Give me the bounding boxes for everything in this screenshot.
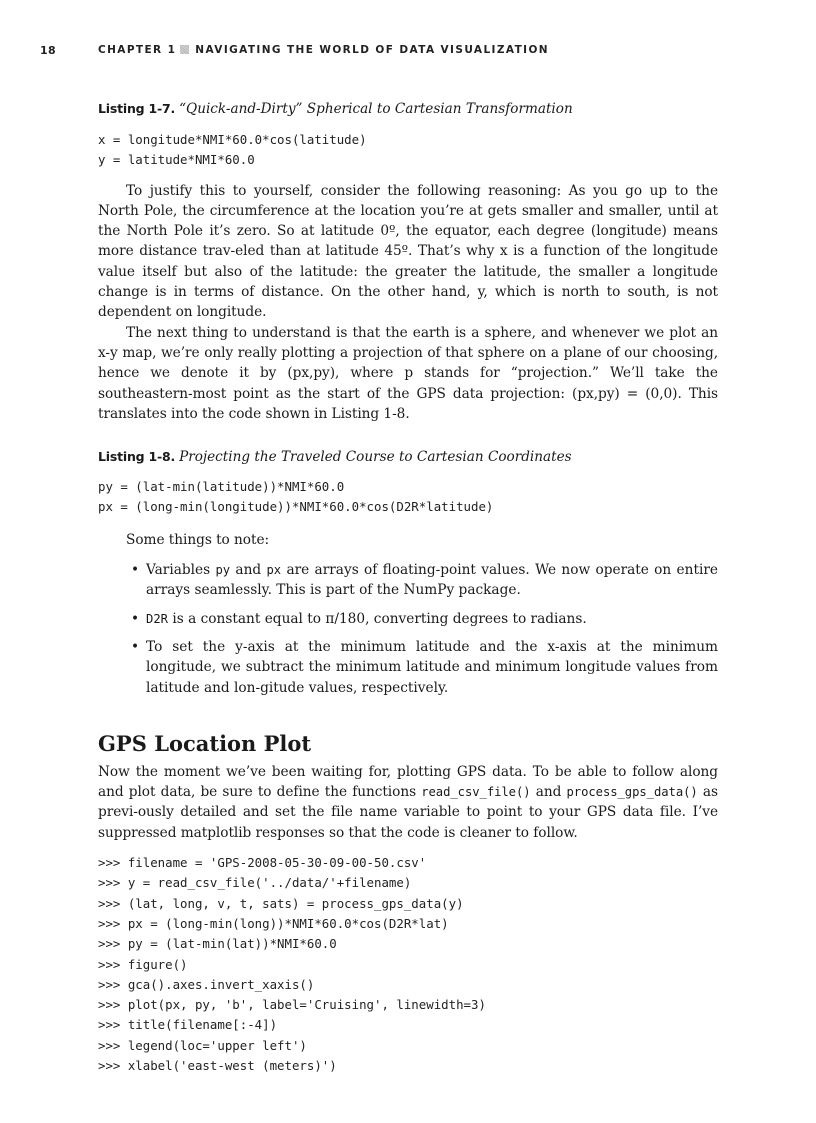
page-content xyxy=(98,96,718,1076)
paragraph-reasoning: To justify this to yourself, consider the following reasoning: As you go up to the North Pole, the circumference at the location you’re at gets smaller and smaller, until at the North Pole it’s zero. So at latitude 0º, the equator, each degree (longitude) means more distance trav-eled than at latitude 45º. That’s why x is a function of the longitude value itself but also of the latitude: the greater the latitude, the smaller a longitude change is in terms of distance. On the other hand, y, which is north to south, is not dependent on longitude. xyxy=(98,182,718,321)
chapter-label: CHAPTER 1 xyxy=(98,44,177,56)
listing-label: Listing 1-8. xyxy=(98,449,176,465)
listing-1-8-code: py = (lat-min(latitude))*NMI*60.0 px = (long-min(longitude))*NMI*60.0*cos(D2R*latitude) xyxy=(98,479,494,515)
listing-1-7-caption xyxy=(98,98,718,120)
list-item: • D2R is a constant equal to π/180, converting degrees to radians. xyxy=(98,609,718,629)
listing-label: Listing 1-7. xyxy=(98,101,176,116)
bullet-icon: • xyxy=(131,610,140,627)
listing-title: “Quick-and-Dirty” Spherical to Cartesian Transformation xyxy=(179,101,573,117)
section-paragraph: Now the moment we’ve been waiting for, plotting GPS data. To be able to follow along and plot data, be sure to define the functions read_csv_file() and process_gps_data() as previ-ously detailed and set the file name variable to point to your GPS data file. I’ve suppressed matplotlib responses so that the code is cleaner to follow. xyxy=(98,763,718,841)
listing-1-8-caption xyxy=(98,446,718,468)
separator-square-icon xyxy=(180,45,189,54)
section-heading: GPS Location Plot xyxy=(98,730,312,756)
notes-list xyxy=(98,560,718,698)
chapter-name: NAVIGATING THE WORLD OF DATA VISUALIZATION xyxy=(195,44,549,56)
plot-code-block: >>> filename = 'GPS-2008-05-30-09-00-50.csv' >>> y = read_csv_file('../data/'+filename) >>> (lat, long, v, t, sats) = process_gps_data(y) >>> px = (long-min(long))*NMI*60.0*cos(D2R*lat) >>> py = (lat-min(lat))*NMI*60.0 >>> figure() >>> gca().axes.invert_xaxis() >>> plot(px, py, 'b', label='Cruising', linewidth=3) >>> title(filename[:-4]) >>> legend(loc='upper left') >>> xlabel('east-west (meters)') xyxy=(98,855,486,1073)
notes-intro: Some things to note: xyxy=(126,531,270,548)
listing-1-7-code: x = longitude*NMI*60.0*cos(latitude) y = latitude*NMI*60.0 xyxy=(98,132,367,168)
bullet-icon: • xyxy=(131,638,140,655)
chapter-title xyxy=(98,44,549,56)
listing-title: Projecting the Traveled Course to Cartesian Coordinates xyxy=(179,449,572,466)
running-header xyxy=(40,44,776,60)
bullet-icon: • xyxy=(131,562,140,579)
page-number: 18 xyxy=(40,44,57,57)
paragraph-projection: The next thing to understand is that the earth is a sphere, and whenever we plot an x-y map, we’re only really plotting a projection of that sphere on a plane of our choosing, hence we denote it by (px,py), where p stands for “projection.” We’ll take the southeastern-most point as the start of the GPS data projection: (px,py) = (0,0). This translates into the code shown in Listing 1-8. xyxy=(98,324,718,422)
list-item: • To set the y-axis at the minimum latitude and the x-axis at the minimum longitude, we subtract the minimum latitude and minimum longitude values from latitude and lon-gitude values, respectively. xyxy=(131,638,718,696)
list-item: • Variables py and px are arrays of floating-point values. We now operate on entire arrays seamlessly. This is part of the NumPy package. xyxy=(131,562,718,599)
